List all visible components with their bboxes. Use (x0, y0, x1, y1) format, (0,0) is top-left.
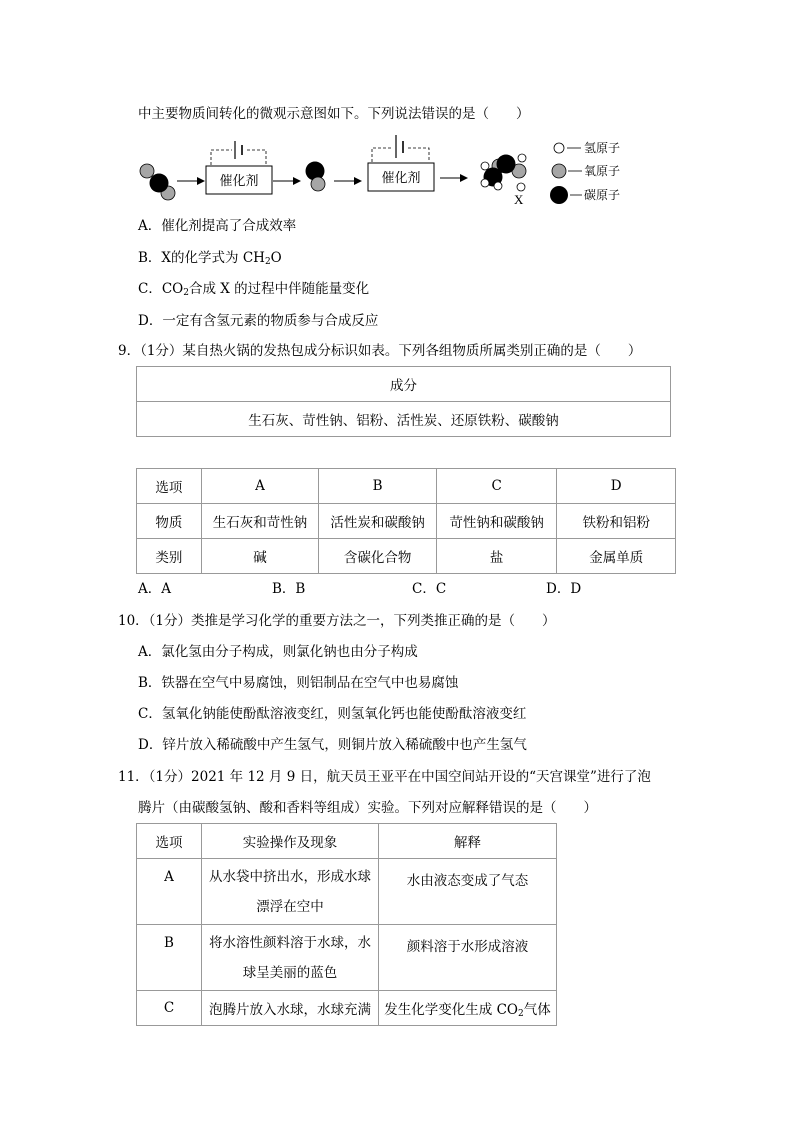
catalyst-box-1 (206, 141, 272, 194)
q8-stem: 中主要物质间转化的微观示意图如下。下列说法错误的是（ ） (138, 106, 530, 122)
q9-option-b: B．B (272, 581, 306, 597)
catalyst-label-2: 催化剂 (381, 170, 421, 185)
q10-option-d: D．锌片放入稀硫酸中产生氢气，则铜片放入稀硫酸中也产生氢气 (138, 737, 527, 753)
q10-option-a: A．氯化氢由分子构成，则氯化钠也由分子构成 (138, 644, 418, 660)
cell: 物质 (137, 504, 202, 539)
ingredients-header: 成分 (137, 367, 671, 402)
q10-option-c: C．氢氧化钠能使酚酞溶液变红，则氢氧化钙也能使酚酞溶液变红 (138, 706, 527, 722)
intermediate-molecule (306, 162, 326, 192)
q11-row-b-option: B (137, 925, 202, 991)
q11-stem-line1: 11．（1分）2021 年 12 月 9 日，航天员王亚平在中国空间站开设的“天宫课堂”进行了泡 (118, 769, 651, 785)
q8-option-a: A．催化剂提高了合成效率 (138, 218, 297, 234)
product-molecule-x (481, 154, 526, 191)
q9-ingredients-table (136, 366, 671, 437)
cell: 活性炭和碳酸钠 (319, 504, 437, 539)
q11-row-a-operation: 从水袋中挤出水，形成水球 漂浮在空中 (202, 859, 379, 925)
q11-row-b-operation: 将水溶性颜料溶于水球，水 球呈美丽的蓝色 (202, 925, 379, 991)
q9-option-a: A．A (138, 581, 171, 597)
q8-option-c: C．$CO_2$合成 X 的过程中伴随能量变化 (138, 281, 370, 298)
q11-row-c-operation: 泡腾片放入水球，水球充满 (202, 991, 379, 1026)
legend-oxygen: 氧原子 (584, 164, 621, 178)
q11-row-c-explanation: 发生化学变化生成 $CO_2$气体 (379, 991, 557, 1026)
q11-row-b-explanation: 颜料溶于水形成溶液 (379, 925, 557, 991)
q8-option-b: B．X的化学式为 $CH_2O$ (138, 250, 282, 267)
q10-stem: 10．（1分）类推是学习化学的重要方法之一，下列类推正确的是（ ） (118, 613, 556, 629)
cell: 苛性钠和碳酸钠 (436, 504, 557, 539)
q11-stem-line2: 腾片（由碳酸氢钠、酸和香料等组成）实验。下列对应解释错误的是（ ） (138, 800, 597, 816)
reaction-diagram (135, 128, 655, 212)
cell: 碱 (201, 539, 319, 574)
cell: 金属单质 (557, 539, 676, 574)
cell: 生石灰和苛性钠 (201, 504, 319, 539)
q11-row-c-option: C (137, 991, 202, 1026)
ingredients-value: 生石灰、苛性钠、铝粉、活性炭、还原铁粉、碳酸钠 (137, 402, 671, 437)
q11-row-a-explanation: 水由液态变成了气态 (379, 859, 557, 925)
cell: 铁粉和铝粉 (557, 504, 676, 539)
legend (550, 141, 620, 204)
legend-carbon: 碳原子 (584, 188, 621, 202)
cell: B (319, 469, 437, 504)
product-label-x: X (514, 192, 524, 207)
q10-option-b: B．铁器在空气中易腐蚀，则铝制品在空气中也易腐蚀 (138, 675, 459, 691)
q9-stem: 9．（1分）某自热火锅的发热包成分标识如表。下列各组物质所属类别正确的是（ ） (118, 343, 642, 359)
q11-header-option: 选项 (137, 824, 202, 859)
q11-table (136, 823, 557, 1026)
q9-options-table (136, 468, 676, 574)
catalyst-label-1: 催化剂 (219, 173, 259, 188)
cell: A (201, 469, 319, 504)
q8-option-d: D．一定有含氢元素的物质参与合成反应 (138, 313, 379, 329)
reactant-molecule (140, 164, 175, 200)
cell: 类别 (137, 539, 202, 574)
cell: C (436, 469, 557, 504)
q11-header-explanation: 解释 (379, 824, 557, 859)
catalyst-box-2 (368, 135, 434, 191)
cell: D (557, 469, 676, 504)
q9-option-c: C．C (412, 581, 447, 597)
q11-header-operation: 实验操作及现象 (202, 824, 379, 859)
q9-option-d: D．D (546, 581, 582, 597)
q11-row-a-option: A (137, 859, 202, 925)
cell: 盐 (436, 539, 557, 574)
cell: 含碳化合物 (319, 539, 437, 574)
cell: 选项 (137, 469, 202, 504)
legend-hydrogen: 氢原子 (584, 141, 621, 155)
